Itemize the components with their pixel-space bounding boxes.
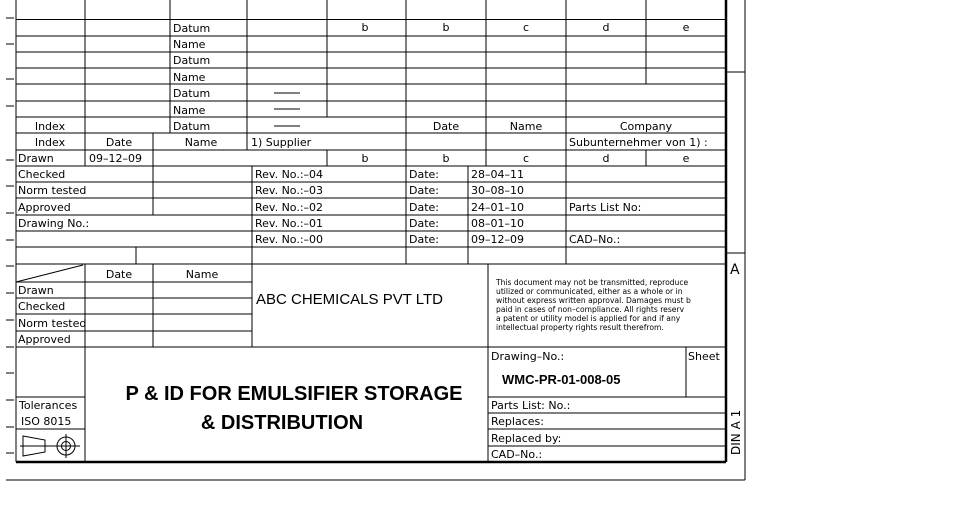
datum-label: Datum — [173, 22, 211, 35]
datum-label: Datum — [173, 54, 211, 67]
tb-name-header: Name — [185, 268, 219, 281]
col-e-header: e — [682, 21, 690, 34]
col-b-label: b — [442, 152, 450, 165]
rev-date-label: Date: — [409, 168, 439, 181]
tb-norm-tested-label: Norm tested — [18, 317, 87, 330]
col-c-label: c — [522, 152, 530, 165]
drawn-date: 09–12–09 — [89, 152, 142, 165]
rev-date-label: Date: — [409, 217, 439, 230]
notice-line: utilized or communicated, either as a whole or in — [496, 287, 683, 296]
name-header: Name — [184, 136, 218, 149]
col-b-header: b — [361, 21, 369, 34]
date-label: Date — [432, 120, 460, 133]
rev-00: Rev. No.:–00 — [255, 233, 324, 246]
tb-date-header: Date — [105, 268, 133, 281]
drawing-no-label: Drawing–No.: — [491, 350, 565, 363]
notice-line: This document may not be transmitted, reproduce — [496, 278, 689, 287]
col-d-header: d — [602, 21, 610, 34]
rev-date: 09–12–09 — [471, 233, 524, 246]
col-e-label: e — [682, 152, 690, 165]
rev-date: 24–01–10 — [471, 201, 524, 214]
rev-date: 30–08–10 — [471, 184, 524, 197]
drawing-title-line1: P & ID FOR EMULSIFIER STORAGE — [125, 383, 463, 405]
iso-label: ISO 8015 — [21, 415, 72, 428]
rev-01: Rev. No.:–01 — [255, 217, 324, 230]
company-label: Company — [619, 120, 673, 133]
tb-checked-label: Checked — [18, 300, 66, 313]
rev-date-label: Date: — [409, 184, 439, 197]
date-header: Date — [105, 136, 133, 149]
sheet-size — [729, 262, 743, 455]
notice-line: paid in cases of non–compliance. All rights reserv — [496, 305, 685, 314]
din-size-label: DIN A 1 — [729, 409, 743, 455]
datum-label: Datum — [173, 120, 211, 133]
drawn-label: Drawn — [18, 152, 54, 165]
tb-approved-label: Approved — [18, 333, 71, 346]
rev-date-label: Date: — [409, 233, 439, 246]
title-block-text — [18, 268, 720, 461]
rev-date: 28–04–11 — [471, 168, 524, 181]
rev-date-label: Date: — [409, 201, 439, 214]
cad-label: CAD–No.: — [491, 448, 543, 461]
notice-line: intellectual property rights result therefrom. — [496, 323, 664, 332]
drawing-number: WMC-PR-01-008-05 — [502, 372, 621, 387]
index-label: Index — [34, 136, 66, 149]
subcontractor-label: Subunternehmer von 1) : — [569, 136, 708, 149]
drawing-title-line2: & DISTRIBUTION — [200, 412, 364, 434]
replaced-by-label: Replaced by: — [491, 432, 562, 445]
norm-tested-label: Norm tested — [18, 184, 87, 197]
tb-drawn-label: Drawn — [18, 284, 54, 297]
checked-label: Checked — [18, 168, 66, 181]
cad-no-label: CAD–No.: — [569, 233, 621, 246]
parts-list-label: Parts List: No.: — [491, 399, 571, 412]
replaces-label: Replaces: — [491, 415, 544, 428]
col-c-header: c — [522, 21, 530, 34]
frame-lines — [6, 0, 745, 480]
notice-line: without express written approval. Damages must b — [496, 296, 691, 305]
col-d-label: d — [602, 152, 610, 165]
projection-symbol-icon — [20, 434, 80, 458]
name-label: Name — [173, 104, 206, 117]
company-name: ABC CHEMICALS PVT LTD — [256, 291, 443, 308]
index-label: Index — [34, 120, 66, 133]
drawing-no-label: Drawing No.: — [18, 217, 90, 230]
datum-label: Datum — [173, 87, 211, 100]
notice-line: a patent or utility model is applied for and if any — [496, 314, 681, 323]
rev-date: 08–01–10 — [471, 217, 524, 230]
left-margin-ticks — [6, 18, 14, 453]
col-b-label: b — [361, 152, 369, 165]
col-b-header: b — [442, 21, 450, 34]
sheet-size-letter: A — [730, 262, 740, 278]
name-col-label: Name — [509, 120, 543, 133]
rev-02: Rev. No.:–02 — [255, 201, 324, 214]
rev-03: Rev. No.:–03 — [255, 184, 324, 197]
sheet-label: Sheet — [688, 350, 720, 363]
approved-label: Approved — [18, 201, 71, 214]
supplier-label: 1) Supplier — [251, 136, 312, 149]
name-label: Name — [173, 71, 206, 84]
tolerances-label: Tolerances — [19, 399, 78, 412]
name-label: Name — [173, 38, 206, 51]
parts-list-no-label: Parts List No: — [569, 201, 642, 214]
rev-04: Rev. No.:–04 — [255, 168, 324, 181]
